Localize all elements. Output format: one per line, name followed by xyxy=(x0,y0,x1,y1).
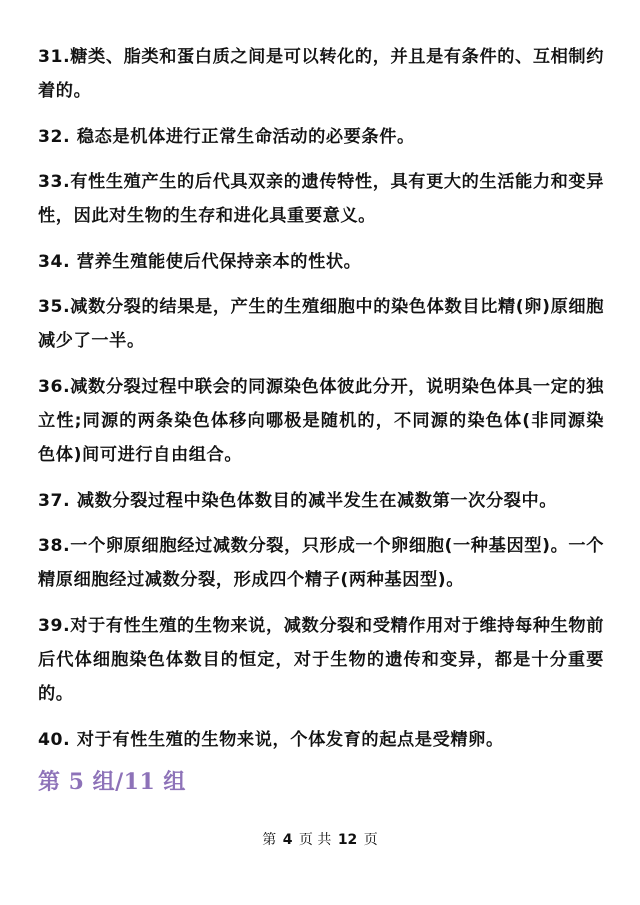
list-item: 38.一个卵原细胞经过减数分裂，只形成一个卵细胞(一种基因型)。一个精原细胞经过减数分裂，形成四个精子(两种基因型)。 xyxy=(38,536,604,590)
list-item: 35.减数分裂的结果是，产生的生殖细胞中的染色体数目比精(卵)原细胞减少了一半。 xyxy=(38,297,604,351)
footer-middle: 页 共 xyxy=(298,832,332,848)
list-item: 36.减数分裂过程中联会的同源染色体彼此分开，说明染色体具一定的独立性;同源的两条染色体移向哪极是随机的，不同源的染色体(非同源染色体)间可进行自由组合。 xyxy=(38,377,604,465)
item-list xyxy=(38,40,604,768)
list-item: 31.糖类、脂类和蛋白质之间是可以转化的，并且是有条件的、互相制约着的。 xyxy=(38,47,604,101)
list-item: 32. 稳态是机体进行正常生命活动的必要条件。 xyxy=(38,127,415,147)
list-item: 37. 减数分裂过程中染色体数目的减半发生在减数第一次分裂中。 xyxy=(38,491,558,511)
group-title: 第 5 组/11 组 xyxy=(38,769,186,795)
list-item: 39.对于有性生殖的生物来说，减数分裂和受精作用对于维持每种生物前后代体细胞染色体数目的恒定，对于生物的遗传和变异，都是十分重要的。 xyxy=(38,616,604,704)
list-item: 40. 对于有性生殖的生物来说，个体发育的起点是受精卵。 xyxy=(38,730,504,750)
list-item: 33.有性生殖产生的后代具双亲的遗传特性，具有更大的生活能力和变异性，因此对生物的生存和进化具重要意义。 xyxy=(38,172,604,226)
footer-prefix: 第 xyxy=(262,832,277,848)
footer-suffix: 页 xyxy=(363,832,378,848)
footer-page-number: 4 xyxy=(282,832,293,848)
list-item: 34. 营养生殖能使后代保持亲本的性状。 xyxy=(38,252,362,272)
page-footer xyxy=(0,829,640,849)
footer-total-pages: 12 xyxy=(337,832,358,848)
